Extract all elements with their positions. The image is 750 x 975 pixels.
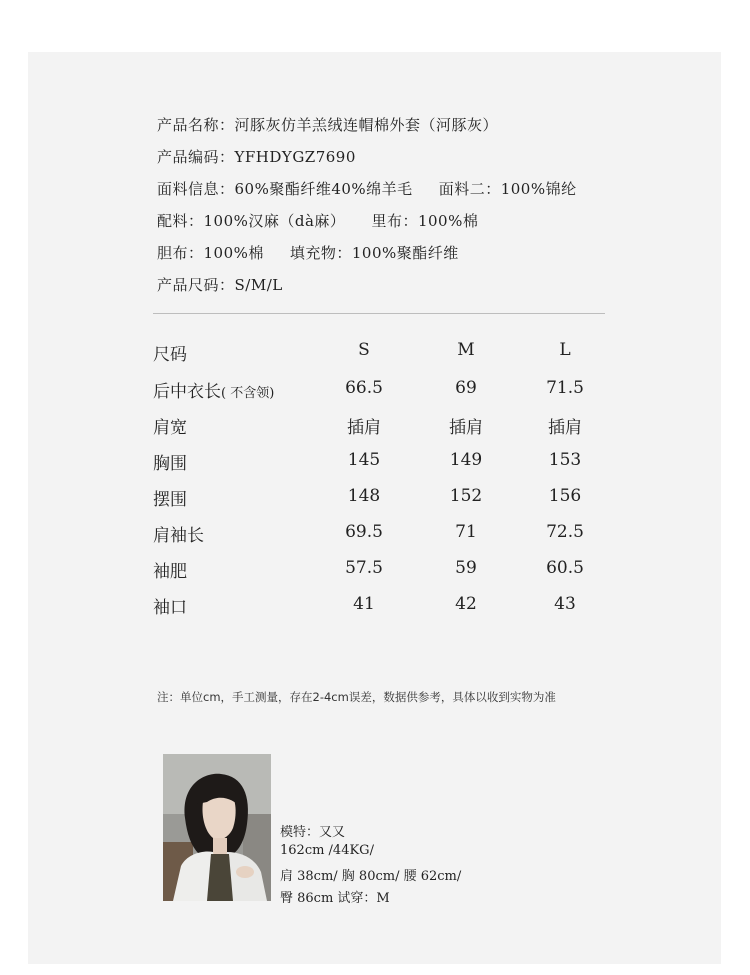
table-cell-l: 153	[548, 450, 582, 470]
inner-info	[157, 242, 459, 263]
table-cell-m: 149	[449, 450, 483, 470]
table-cell-l: 72.5	[546, 522, 584, 542]
model-hip-fit: 臀 86cm 试穿：M	[280, 891, 390, 906]
table-row-label: 肩宽	[153, 418, 187, 438]
model-name: 模特：又又	[280, 825, 346, 840]
filling: 填充物：100%聚酯纤维	[289, 244, 459, 262]
table-cell-s: 57.5	[345, 558, 383, 578]
product-sizes: 产品尺码：S/M/L	[157, 276, 283, 294]
table-cell-m: 71	[455, 522, 477, 542]
table-cell-l: 156	[548, 486, 582, 506]
table-cell-s: 66.5	[345, 378, 383, 398]
size-header-s: S	[358, 340, 370, 360]
table-cell-s: 41	[353, 594, 375, 614]
table-cell-m: 69	[455, 378, 477, 398]
table-cell-l: 插肩	[548, 418, 582, 438]
size-header-label: 尺码	[153, 345, 187, 365]
table-cell-m: 插肩	[449, 418, 483, 438]
inner-lining: 胆布：100%棉	[157, 244, 264, 262]
model-height-weight: 162cm /44KG/	[280, 843, 374, 858]
table-cell-l: 60.5	[546, 558, 584, 578]
table-row-label: 肩袖长	[153, 526, 204, 546]
trim: 配料：100%汉麻（dà麻）	[157, 212, 346, 230]
divider	[153, 313, 605, 314]
table-row-label: 胸围	[153, 454, 187, 474]
product-name: 产品名称：河豚灰仿羊羔绒连帽棉外套（河豚灰）	[157, 116, 499, 134]
table-row-label: 袖口	[153, 598, 187, 618]
table-cell-l: 71.5	[546, 378, 584, 398]
table-cell-s: 69.5	[345, 522, 383, 542]
table-cell-m: 59	[455, 558, 477, 578]
table-row-label: 摆围	[153, 490, 187, 510]
model-photo	[163, 754, 271, 901]
table-cell-m: 152	[449, 486, 483, 506]
table-cell-s: 145	[347, 450, 381, 470]
product-code: 产品编码：YFHDYGZ7690	[157, 148, 356, 166]
table-row-label: 袖肥	[153, 562, 187, 582]
table-cell-l: 43	[554, 594, 576, 614]
table-cell-s: 148	[347, 486, 381, 506]
size-header-l: L	[559, 340, 571, 360]
fabric-2: 面料二：100%锦纶	[438, 180, 577, 198]
size-header-m: M	[457, 340, 475, 360]
fabric-1: 面料信息：60%聚酯纤维40%绵羊毛	[157, 180, 413, 198]
table-row-label: 后中衣长( 不含领)	[153, 382, 275, 402]
model-measurements: 肩 38cm/ 胸 80cm/ 腰 62cm/	[280, 869, 462, 884]
trim-info	[157, 210, 478, 231]
table-cell-m: 42	[455, 594, 477, 614]
measurement-note: 注：单位cm，手工测量，存在2-4cm误差，数据供参考，具体以收到实物为准	[157, 690, 556, 704]
fabric-info	[157, 178, 577, 199]
lining: 里布：100%棉	[371, 212, 479, 230]
table-cell-s: 插肩	[347, 418, 381, 438]
